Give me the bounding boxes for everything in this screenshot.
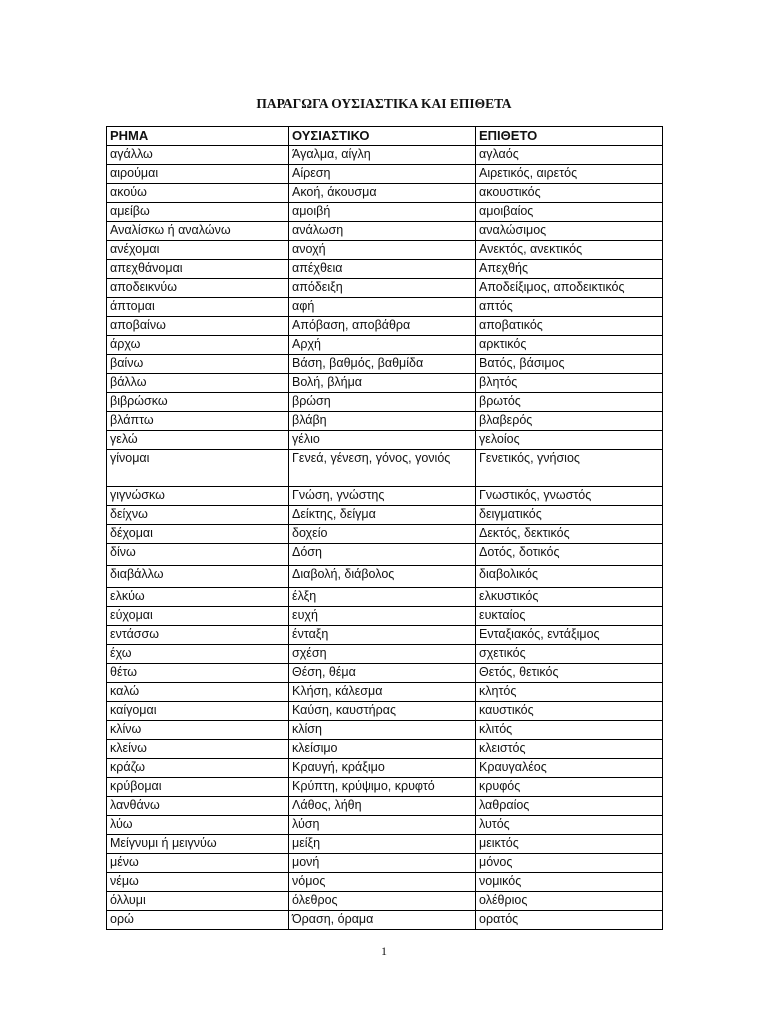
cell-adjective: αγλαός xyxy=(476,146,663,165)
cell-adjective: σχετικός xyxy=(476,645,663,664)
cell-adjective: ακουστικός xyxy=(476,184,663,203)
table-row xyxy=(107,797,663,816)
table-row xyxy=(107,298,663,317)
cell-verb: εύχομαι xyxy=(107,607,289,626)
cell-noun: βλάβη xyxy=(289,412,476,431)
table-row xyxy=(107,317,663,336)
cell-adjective: Θετός, θετικός xyxy=(476,664,663,683)
cell-noun: Βολή, βλήμα xyxy=(289,374,476,393)
table-row xyxy=(107,683,663,702)
cell-adjective: αμοιβαίος xyxy=(476,203,663,222)
cell-noun: Δόση xyxy=(289,544,476,566)
cell-adjective: λαθραίος xyxy=(476,797,663,816)
cell-noun: νόμος xyxy=(289,873,476,892)
cell-verb: γιγνώσκω xyxy=(107,487,289,506)
table-row xyxy=(107,146,663,165)
cell-verb: αγάλλω xyxy=(107,146,289,165)
table-header-row xyxy=(107,127,663,146)
cell-adjective: Γενετικός, γνήσιος xyxy=(476,450,663,487)
cell-verb: άρχω xyxy=(107,336,289,355)
table-row xyxy=(107,184,663,203)
cell-verb: αιρούμαι xyxy=(107,165,289,184)
cell-verb: καλώ xyxy=(107,683,289,702)
table-row xyxy=(107,645,663,664)
table-row xyxy=(107,506,663,525)
cell-verb: βιβρώσκω xyxy=(107,393,289,412)
table-row xyxy=(107,835,663,854)
cell-adjective: Βατός, βάσιμος xyxy=(476,355,663,374)
cell-verb: ανέχομαι xyxy=(107,241,289,260)
cell-verb: διαβάλλω xyxy=(107,566,289,588)
cell-verb: δείχνω xyxy=(107,506,289,525)
cell-noun: ευχή xyxy=(289,607,476,626)
cell-noun: Βάση, βαθμός, βαθμίδα xyxy=(289,355,476,374)
table-row xyxy=(107,892,663,911)
table-row xyxy=(107,588,663,607)
cell-adjective: ορατός xyxy=(476,911,663,930)
cell-noun: λύση xyxy=(289,816,476,835)
cell-verb: γίνομαι xyxy=(107,450,289,487)
cell-noun: Αρχή xyxy=(289,336,476,355)
table-row xyxy=(107,740,663,759)
cell-verb: καίγομαι xyxy=(107,702,289,721)
cell-verb: γελώ xyxy=(107,431,289,450)
cell-noun: όλεθρος xyxy=(289,892,476,911)
table-row xyxy=(107,873,663,892)
table-row xyxy=(107,412,663,431)
table-row xyxy=(107,911,663,930)
cell-adjective: αρκτικός xyxy=(476,336,663,355)
cell-noun: Αίρεση xyxy=(289,165,476,184)
cell-verb: δέχομαι xyxy=(107,525,289,544)
cell-verb: αμείβω xyxy=(107,203,289,222)
cell-adjective: Γνωστικός, γνωστός xyxy=(476,487,663,506)
table-row xyxy=(107,355,663,374)
cell-adjective: νομικός xyxy=(476,873,663,892)
table-row xyxy=(107,336,663,355)
cell-verb: λύω xyxy=(107,816,289,835)
cell-noun: μονή xyxy=(289,854,476,873)
cell-verb: κράζω xyxy=(107,759,289,778)
cell-adjective: Δεκτός, δεκτικός xyxy=(476,525,663,544)
cell-noun: Απόβαση, αποβάθρα xyxy=(289,317,476,336)
cell-verb: βάλλω xyxy=(107,374,289,393)
cell-verb: απεχθάνομαι xyxy=(107,260,289,279)
table-row xyxy=(107,374,663,393)
cell-adjective: γελοίος xyxy=(476,431,663,450)
cell-noun: έλξη xyxy=(289,588,476,607)
cell-adjective: ευκταίος xyxy=(476,607,663,626)
table-row xyxy=(107,854,663,873)
table-row xyxy=(107,702,663,721)
table-body xyxy=(107,146,663,930)
cell-adjective: κρυφός xyxy=(476,778,663,797)
cell-verb: όλλυμι xyxy=(107,892,289,911)
cell-verb: κρύβομαι xyxy=(107,778,289,797)
table-row xyxy=(107,450,663,487)
cell-adjective: Δοτός, δοτικός xyxy=(476,544,663,566)
page-number: 1 xyxy=(381,944,387,958)
cell-adjective: Αιρετικός, αιρετός xyxy=(476,165,663,184)
table-row xyxy=(107,626,663,645)
cell-noun: σχέση xyxy=(289,645,476,664)
cell-noun: ανάλωση xyxy=(289,222,476,241)
table-row xyxy=(107,203,663,222)
cell-verb: θέτω xyxy=(107,664,289,683)
cell-adjective: κλητός xyxy=(476,683,663,702)
table-row xyxy=(107,566,663,588)
cell-adjective: Κραυγαλέος xyxy=(476,759,663,778)
cell-adjective: μεικτός xyxy=(476,835,663,854)
cell-adjective: Ενταξιακός, εντάξιμος xyxy=(476,626,663,645)
table-row xyxy=(107,487,663,506)
table-row xyxy=(107,279,663,298)
table-row xyxy=(107,165,663,184)
cell-noun: Γνώση, γνώστης xyxy=(289,487,476,506)
header-verb: ΡΗΜΑ xyxy=(107,127,289,146)
cell-adjective: δειγματικός xyxy=(476,506,663,525)
cell-verb: μένω xyxy=(107,854,289,873)
cell-adjective: κλιτός xyxy=(476,721,663,740)
page-title: ΠΑΡΑΓΩΓΑ ΟΥΣΙΑΣΤΙΚΑ ΚΑΙ ΕΠΙΘΕΤΑ xyxy=(256,96,512,111)
table-row xyxy=(107,222,663,241)
cell-verb: έχω xyxy=(107,645,289,664)
cell-noun: Κραυγή, κράξιμο xyxy=(289,759,476,778)
cell-noun: ανοχή xyxy=(289,241,476,260)
cell-noun: Διαβολή, διάβολος xyxy=(289,566,476,588)
cell-adjective: απτός xyxy=(476,298,663,317)
cell-noun: Κρύπτη, κρύψιμο, κρυφτό xyxy=(289,778,476,797)
cell-verb: βλάπτω xyxy=(107,412,289,431)
table-row xyxy=(107,664,663,683)
header-noun: ΟΥΣΙΑΣΤΙΚΟ xyxy=(289,127,476,146)
table-row xyxy=(107,759,663,778)
cell-adjective: Απεχθής xyxy=(476,260,663,279)
cell-noun: αμοιβή xyxy=(289,203,476,222)
cell-verb: βαίνω xyxy=(107,355,289,374)
cell-verb: νέμω xyxy=(107,873,289,892)
table-row xyxy=(107,721,663,740)
table-row xyxy=(107,241,663,260)
cell-verb: λανθάνω xyxy=(107,797,289,816)
cell-adjective: αναλώσιμος xyxy=(476,222,663,241)
cell-adjective: διαβολικός xyxy=(476,566,663,588)
cell-noun: ένταξη xyxy=(289,626,476,645)
cell-noun: κλείσιμο xyxy=(289,740,476,759)
cell-noun: μείξη xyxy=(289,835,476,854)
cell-verb: Μείγνυμι ή μειγνύω xyxy=(107,835,289,854)
table-row xyxy=(107,260,663,279)
cell-noun: Άγαλμα, αίγλη xyxy=(289,146,476,165)
cell-verb: άπτομαι xyxy=(107,298,289,317)
table-row xyxy=(107,607,663,626)
cell-verb: δίνω xyxy=(107,544,289,566)
cell-adjective: μόνος xyxy=(476,854,663,873)
cell-noun: Θέση, θέμα xyxy=(289,664,476,683)
cell-verb: αποδεικνύω xyxy=(107,279,289,298)
cell-verb: εντάσσω xyxy=(107,626,289,645)
cell-noun: απέχθεια xyxy=(289,260,476,279)
cell-adjective: βλητός xyxy=(476,374,663,393)
vocabulary-table xyxy=(106,126,663,930)
table-row xyxy=(107,393,663,412)
cell-adjective: Αποδείξιμος, αποδεικτικός xyxy=(476,279,663,298)
table-row xyxy=(107,778,663,797)
cell-adjective: αποβατικός xyxy=(476,317,663,336)
cell-noun: Όραση, όραμα xyxy=(289,911,476,930)
cell-adjective: βρωτός xyxy=(476,393,663,412)
cell-noun: Δείκτης, δείγμα xyxy=(289,506,476,525)
cell-noun: Γενεά, γένεση, γόνος, γονιός xyxy=(289,450,476,487)
table-row xyxy=(107,816,663,835)
cell-adjective: ελκυστικός xyxy=(476,588,663,607)
cell-adjective: λυτός xyxy=(476,816,663,835)
table-row xyxy=(107,431,663,450)
header-adjective: ΕΠΙΘΕΤΟ xyxy=(476,127,663,146)
cell-verb: κλίνω xyxy=(107,721,289,740)
cell-noun: Ακοή, άκουσμα xyxy=(289,184,476,203)
cell-adjective: κλειστός xyxy=(476,740,663,759)
cell-noun: αφή xyxy=(289,298,476,317)
cell-adjective: καυστικός xyxy=(476,702,663,721)
cell-adjective: ολέθριος xyxy=(476,892,663,911)
cell-noun: βρώση xyxy=(289,393,476,412)
cell-verb: ακούω xyxy=(107,184,289,203)
cell-noun: Καύση, καυστήρας xyxy=(289,702,476,721)
cell-noun: κλίση xyxy=(289,721,476,740)
table-row xyxy=(107,544,663,566)
cell-verb: ορώ xyxy=(107,911,289,930)
table-row xyxy=(107,525,663,544)
cell-noun: Λάθος, λήθη xyxy=(289,797,476,816)
cell-adjective: Ανεκτός, ανεκτικός xyxy=(476,241,663,260)
cell-verb: κλείνω xyxy=(107,740,289,759)
cell-noun: Κλήση, κάλεσμα xyxy=(289,683,476,702)
cell-verb: αποβαίνω xyxy=(107,317,289,336)
cell-verb: Αναλίσκω ή αναλώνω xyxy=(107,222,289,241)
cell-verb: ελκύω xyxy=(107,588,289,607)
cell-noun: δοχείο xyxy=(289,525,476,544)
cell-noun: απόδειξη xyxy=(289,279,476,298)
cell-adjective: βλαβερός xyxy=(476,412,663,431)
cell-noun: γέλιο xyxy=(289,431,476,450)
